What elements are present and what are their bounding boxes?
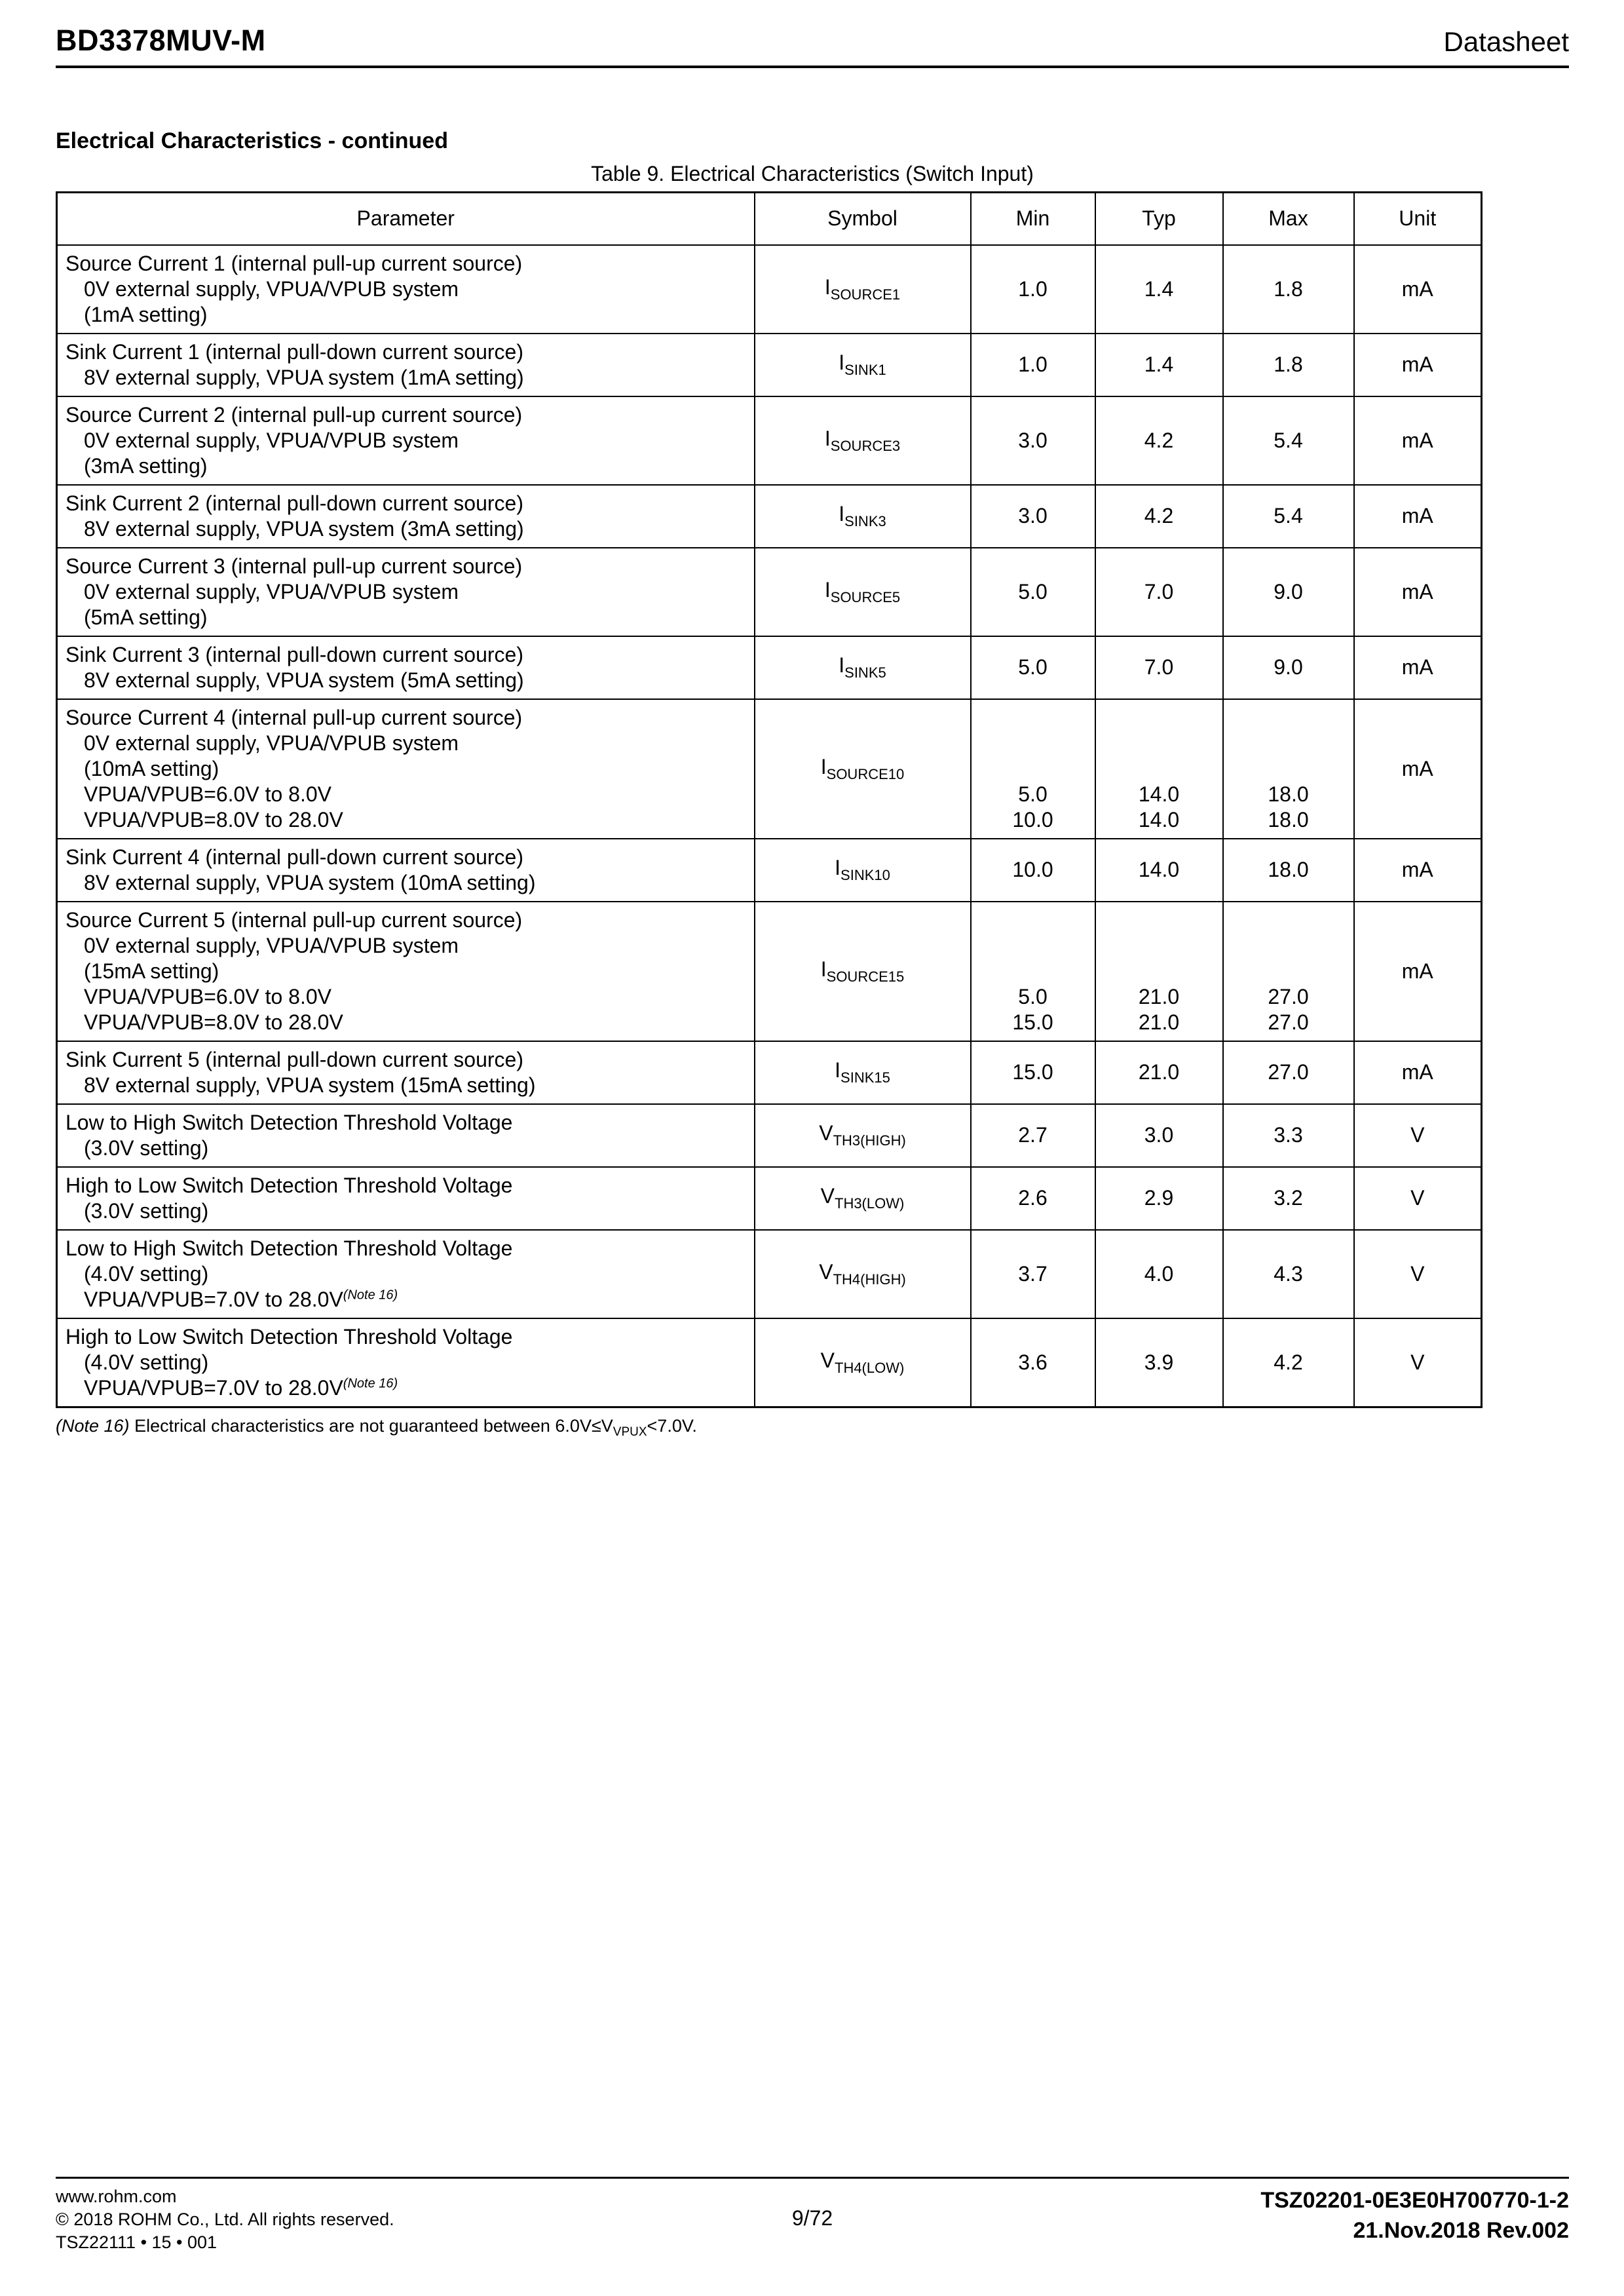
typ-value: 1.4 (1144, 277, 1174, 301)
max-value: 5.4 (1274, 428, 1303, 452)
param-cell (57, 1230, 755, 1318)
symbol-cell (755, 1318, 971, 1407)
unit-cell: mA (1354, 548, 1482, 636)
unit-cell: V (1354, 1230, 1482, 1318)
symbol-cell (755, 1104, 971, 1167)
tsz-code-line: TSZ22111 • 15 • 001 (56, 2232, 217, 2252)
param-line: VPUA/VPUB=8.0V to 28.0V (84, 1010, 343, 1034)
symbol-base: I (820, 957, 827, 981)
param-line: High to Low Switch Detection Threshold Voltage (66, 1324, 513, 1349)
footnote-note-label: (Note 16) (56, 1415, 130, 1436)
column-header-symbol: Symbol (755, 193, 971, 245)
column-header-max: Max (1223, 193, 1354, 245)
symbol-subscript: TH3(HIGH) (833, 1132, 906, 1149)
param-line: High to Low Switch Detection Threshold Voltage (66, 1173, 513, 1197)
note-reference: (Note 16) (343, 1375, 398, 1390)
symbol-cell (755, 548, 971, 636)
unit-cell: mA (1354, 699, 1482, 839)
min-value: 2.6 (1018, 1186, 1048, 1210)
table-row (57, 485, 1482, 548)
param-cell (57, 839, 755, 902)
table-row (57, 548, 1482, 636)
max-cell (1223, 245, 1354, 334)
typ-cell (1095, 839, 1223, 902)
param-line: Sink Current 1 (internal pull-down current source) (66, 339, 523, 364)
symbol-subscript: TH4(LOW) (835, 1359, 905, 1376)
max-cell (1223, 1041, 1354, 1104)
ec-table-body (57, 245, 1482, 1407)
param-cell (57, 548, 755, 636)
max-cell (1223, 1230, 1354, 1318)
column-header-typ: Typ (1095, 193, 1223, 245)
symbol-subscript: SINK15 (840, 1069, 890, 1086)
min-cell (971, 485, 1095, 548)
symbol-subscript: SINK1 (844, 362, 886, 378)
symbol-cell (755, 1041, 971, 1104)
typ-value: 4.0 (1144, 1261, 1174, 1286)
max-cell (1223, 1167, 1354, 1230)
param-cell (57, 1167, 755, 1230)
section-heading: Electrical Characteristics - continued (56, 128, 448, 153)
param-line: 0V external supply, VPUA/VPUB system (84, 731, 459, 755)
table-row (57, 396, 1482, 485)
typ-cell (1095, 485, 1223, 548)
max-cell (1223, 839, 1354, 902)
min-value: 5.0 (1018, 655, 1048, 679)
min-cell (971, 1318, 1095, 1407)
min-value: 10.0 (1012, 858, 1053, 881)
param-line: (4.0V setting) (84, 1350, 209, 1374)
typ-value: 7.0 (1144, 579, 1174, 603)
typ-cell (1095, 548, 1223, 636)
symbol-subscript: SINK10 (840, 867, 890, 883)
unit-cell: mA (1354, 485, 1482, 548)
table-row (57, 699, 1482, 839)
symbol-cell (755, 485, 971, 548)
min-value: 1.0 (1018, 277, 1048, 301)
max-value: 9.0 (1274, 655, 1303, 679)
min-cell (971, 1104, 1095, 1167)
param-cell (57, 636, 755, 699)
max-value: 18.0 (1268, 807, 1309, 832)
max-value: 9.0 (1274, 579, 1303, 603)
table-row (57, 1230, 1482, 1318)
symbol-cell (755, 1230, 971, 1318)
table-head (57, 193, 1482, 245)
symbol-base: I (824, 275, 831, 299)
max-value: 1.8 (1274, 277, 1303, 301)
table-row (57, 245, 1482, 334)
param-cell (57, 245, 755, 334)
typ-cell (1095, 1167, 1223, 1230)
header-rule (56, 66, 1569, 68)
max-cell (1223, 699, 1354, 839)
param-line: (3.0V setting) (84, 1136, 209, 1160)
typ-value: 14.0 (1138, 858, 1180, 881)
symbol-base: I (824, 426, 831, 450)
param-cell (57, 1041, 755, 1104)
max-cell (1223, 636, 1354, 699)
max-value: 27.0 (1268, 1010, 1309, 1034)
param-line: (1mA setting) (84, 302, 208, 326)
symbol-base: I (835, 1058, 841, 1082)
param-line: Source Current 3 (internal pull-up current source) (66, 554, 523, 578)
param-line: (10mA setting) (84, 756, 219, 780)
param-cell (57, 334, 755, 396)
rohm-url: www.rohm.com (56, 2187, 177, 2206)
min-cell (971, 636, 1095, 699)
part-number-title: BD3378MUV-M (56, 24, 266, 57)
param-cell (57, 1318, 755, 1407)
page-number: 9/72 (791, 2206, 833, 2230)
footer-right-block (1260, 2185, 1569, 2246)
param-line: VPUA/VPUB=7.0V to 28.0V$^{(Note 16)}$ (84, 1375, 398, 1400)
typ-cell (1095, 396, 1223, 485)
typ-cell (1095, 1104, 1223, 1167)
param-line: 8V external supply, VPUA system (15mA setting) (84, 1073, 536, 1097)
symbol-base: I (820, 754, 827, 778)
max-value: 3.2 (1274, 1186, 1303, 1210)
symbol-cell (755, 636, 971, 699)
param-line: 8V external supply, VPUA system (3mA setting) (84, 516, 524, 541)
typ-cell (1095, 1318, 1223, 1407)
column-header-unit: Unit (1354, 193, 1482, 245)
symbol-cell (755, 902, 971, 1041)
typ-value: 4.2 (1144, 504, 1174, 527)
table-row (57, 1318, 1482, 1407)
typ-cell (1095, 1230, 1223, 1318)
table-row (57, 902, 1482, 1041)
typ-cell (1095, 334, 1223, 396)
max-cell (1223, 1318, 1354, 1407)
unit-cell: V (1354, 1167, 1482, 1230)
min-value: 3.7 (1018, 1261, 1048, 1286)
doc-type-label: Datasheet (1443, 26, 1569, 57)
max-value: 4.3 (1274, 1261, 1303, 1286)
param-cell (57, 396, 755, 485)
min-cell (971, 1230, 1095, 1318)
param-line: Low to High Switch Detection Threshold Voltage (66, 1110, 513, 1134)
table-caption: Table 9. Electrical Characteristics (Switch Input) (591, 162, 1034, 185)
symbol-base: I (839, 351, 845, 374)
typ-value: 2.9 (1144, 1186, 1174, 1210)
max-value: 27.0 (1268, 984, 1309, 1008)
param-line: VPUA/VPUB=8.0V to 28.0V (84, 807, 343, 832)
unit-cell: mA (1354, 245, 1482, 334)
typ-cell (1095, 902, 1223, 1041)
note-reference: (Note 16) (343, 1287, 398, 1302)
table-row (57, 334, 1482, 396)
symbol-subscript: SOURCE15 (826, 968, 905, 985)
symbol-subscript: SOURCE5 (830, 588, 901, 605)
typ-value: 14.0 (1138, 807, 1180, 832)
param-cell (57, 1104, 755, 1167)
unit-cell: mA (1354, 396, 1482, 485)
min-cell (971, 699, 1095, 839)
min-value: 3.6 (1018, 1350, 1048, 1374)
min-value: 3.0 (1018, 504, 1048, 527)
symbol-base: V (819, 1121, 833, 1145)
symbol-base: V (820, 1348, 835, 1372)
min-value: 1.0 (1018, 353, 1048, 376)
min-cell (971, 902, 1095, 1041)
param-line: Low to High Switch Detection Threshold Voltage (66, 1236, 513, 1260)
symbol-base: V (819, 1259, 833, 1284)
min-cell (971, 245, 1095, 334)
footnote-text-after: <7.0V. (647, 1415, 697, 1436)
symbol-base: I (824, 577, 831, 602)
footer-columns (56, 2185, 1569, 2257)
param-line: (4.0V setting) (84, 1261, 209, 1286)
param-line: Source Current 4 (internal pull-up current source) (66, 705, 523, 729)
param-line: 0V external supply, VPUA/VPUB system (84, 428, 459, 452)
param-line: 8V external supply, VPUA system (10mA setting) (84, 870, 536, 894)
typ-value: 3.0 (1144, 1123, 1174, 1147)
symbol-subscript: TH4(HIGH) (833, 1271, 906, 1288)
max-value: 4.2 (1274, 1350, 1303, 1374)
symbol-cell (755, 699, 971, 839)
footnote (56, 1416, 1569, 1440)
min-cell (971, 548, 1095, 636)
min-value: 5.0 (1018, 782, 1048, 806)
min-cell (971, 334, 1095, 396)
max-cell (1223, 902, 1354, 1041)
symbol-subscript: SOURCE10 (826, 765, 905, 782)
unit-cell: mA (1354, 334, 1482, 396)
param-line: (3.0V setting) (84, 1198, 209, 1223)
typ-value: 21.0 (1138, 1060, 1180, 1084)
symbol-base: V (820, 1184, 835, 1208)
max-value: 3.3 (1274, 1123, 1303, 1147)
min-value: 10.0 (1012, 807, 1053, 832)
param-line: VPUA/VPUB=6.0V to 8.0V (84, 984, 331, 1008)
header-row (57, 193, 1482, 245)
param-line: Sink Current 3 (internal pull-down current source) (66, 642, 523, 666)
param-line: (5mA setting) (84, 605, 208, 629)
symbol-subscript: TH3(LOW) (835, 1195, 905, 1212)
table-row (57, 636, 1482, 699)
param-line: Sink Current 5 (internal pull-down current source) (66, 1047, 523, 1071)
unit-cell: mA (1354, 902, 1482, 1041)
table-row (57, 839, 1482, 902)
param-cell (57, 902, 755, 1041)
param-cell (57, 699, 755, 839)
typ-value: 7.0 (1144, 655, 1174, 679)
copyright-line: © 2018 ROHM Co., Ltd. All rights reserved. (56, 2210, 394, 2229)
param-line: Source Current 2 (internal pull-up current source) (66, 402, 523, 427)
typ-value: 14.0 (1138, 782, 1180, 806)
page-footer (56, 2177, 1569, 2257)
symbol-cell (755, 839, 971, 902)
unit-cell: mA (1354, 839, 1482, 902)
min-value: 5.0 (1018, 579, 1048, 603)
min-value: 5.0 (1018, 984, 1048, 1008)
max-value: 27.0 (1268, 1060, 1309, 1084)
typ-value: 21.0 (1138, 1010, 1180, 1034)
symbol-cell (755, 334, 971, 396)
page-header (56, 24, 1569, 58)
min-cell (971, 396, 1095, 485)
max-cell (1223, 485, 1354, 548)
max-cell (1223, 548, 1354, 636)
typ-cell (1095, 636, 1223, 699)
min-value: 15.0 (1012, 1010, 1053, 1034)
param-line: Source Current 5 (internal pull-up current source) (66, 908, 523, 932)
footnote-text-before: Electrical characteristics are not guaranteed between 6.0V≤V (129, 1415, 613, 1436)
typ-cell (1095, 1041, 1223, 1104)
revision-date-line: 21.Nov.2018 Rev.002 (1353, 2218, 1569, 2243)
symbol-base: I (835, 856, 841, 879)
param-line: (3mA setting) (84, 453, 208, 478)
unit-cell: V (1354, 1104, 1482, 1167)
param-line: VPUA/VPUB=6.0V to 8.0V (84, 782, 331, 806)
max-cell (1223, 334, 1354, 396)
min-value: 3.0 (1018, 428, 1048, 452)
param-line: 0V external supply, VPUA/VPUB system (84, 579, 459, 603)
max-value: 5.4 (1274, 504, 1303, 527)
param-line: 8V external supply, VPUA system (5mA setting) (84, 668, 524, 692)
table-row (57, 1104, 1482, 1167)
max-value: 18.0 (1268, 782, 1309, 806)
footer-rule (56, 2177, 1569, 2179)
typ-value: 1.4 (1144, 353, 1174, 376)
param-line: VPUA/VPUB=7.0V to 28.0V$^{(Note 16)}$ (84, 1287, 398, 1311)
column-header-min: Min (971, 193, 1095, 245)
page-content (56, 24, 1569, 1440)
symbol-subscript: SOURCE3 (830, 437, 901, 454)
symbol-cell (755, 245, 971, 334)
param-line: 0V external supply, VPUA/VPUB system (84, 277, 459, 301)
param-cell (57, 485, 755, 548)
doc-id-line: TSZ02201-0E3E0H700770-1-2 (1260, 2188, 1569, 2213)
min-cell (971, 1041, 1095, 1104)
typ-value: 4.2 (1144, 428, 1174, 452)
param-line: (15mA setting) (84, 959, 219, 983)
symbol-base: I (839, 653, 845, 677)
max-cell (1223, 1104, 1354, 1167)
max-value: 18.0 (1268, 858, 1309, 881)
max-cell (1223, 396, 1354, 485)
param-line: Sink Current 4 (internal pull-down current source) (66, 845, 523, 869)
param-line: Source Current 1 (internal pull-up current source) (66, 251, 523, 275)
symbol-subscript: SOURCE1 (830, 286, 901, 303)
electrical-characteristics-table (56, 191, 1482, 1408)
min-value: 2.7 (1018, 1123, 1048, 1147)
symbol-cell (755, 396, 971, 485)
typ-value: 21.0 (1138, 984, 1180, 1008)
table-row (57, 1041, 1482, 1104)
unit-cell: V (1354, 1318, 1482, 1407)
typ-cell (1095, 245, 1223, 334)
max-value: 1.8 (1274, 353, 1303, 376)
param-line: Sink Current 2 (internal pull-down current source) (66, 491, 523, 515)
unit-cell: mA (1354, 636, 1482, 699)
unit-cell: mA (1354, 1041, 1482, 1104)
typ-value: 3.9 (1144, 1350, 1174, 1374)
symbol-subscript: SINK3 (844, 513, 886, 529)
footnote-subscript: VPUX (613, 1425, 647, 1439)
typ-cell (1095, 699, 1223, 839)
table-row (57, 1167, 1482, 1230)
symbol-cell (755, 1167, 971, 1230)
column-header-parameter: Parameter (57, 193, 755, 245)
symbol-subscript: SINK5 (844, 664, 886, 681)
min-value: 15.0 (1012, 1060, 1053, 1084)
min-cell (971, 1167, 1095, 1230)
param-line: 8V external supply, VPUA system (1mA setting) (84, 365, 524, 389)
param-line: 0V external supply, VPUA/VPUB system (84, 933, 459, 957)
symbol-base: I (839, 502, 845, 526)
min-cell (971, 839, 1095, 902)
